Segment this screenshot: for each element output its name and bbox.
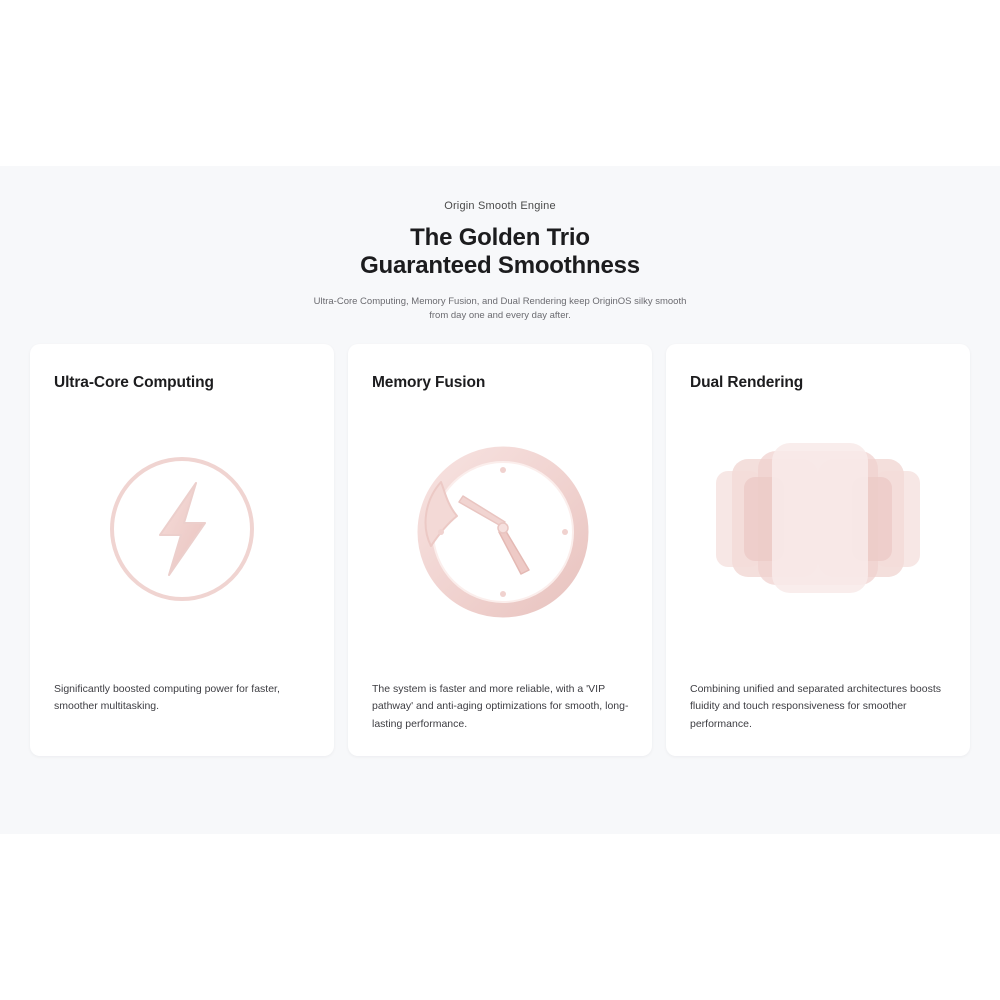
card-title: Dual Rendering [690, 374, 804, 391]
section-header [0, 200, 1000, 324]
feature-card-ultra-core-computing[interactable] [30, 344, 334, 756]
clock-dial-icon [385, 414, 615, 644]
card-artwork [30, 414, 334, 644]
card-artwork [348, 414, 652, 644]
page-subtitle [0, 295, 1000, 324]
card-title: Memory Fusion [372, 374, 486, 391]
page-title [0, 224, 1000, 281]
card-description: Significantly boosted computing power for faster, smoother multitasking. [54, 683, 280, 713]
stacked-layered-cards-icon [698, 429, 938, 629]
page-title-line-1: The Golden Trio [410, 224, 590, 251]
page-subtitle-line-1: Ultra-Core Computing, Memory Fusion, and Dual Rendering keep OriginOS silky smooth [313, 295, 687, 307]
card-artwork [666, 414, 970, 644]
page-subtitle-line-2: from day one and every day after. [429, 310, 571, 322]
card-description: Combining unified and separated architectures boosts fluidity and touch responsiveness for smoother performance. [690, 683, 941, 730]
card-description: The system is faster and more reliable, with a 'VIP pathway' and anti-aging optimizations for smooth, long-lasting performance. [372, 683, 629, 730]
lightning-bolt-radial-burst-icon [67, 414, 297, 644]
card-title: Ultra-Core Computing [54, 374, 214, 391]
page-title-line-2: Guaranteed Smoothness [360, 252, 640, 280]
eyebrow-label: Origin Smooth Engine [444, 200, 556, 212]
feature-card-list [30, 344, 970, 756]
feature-card-dual-rendering[interactable] [666, 344, 970, 756]
feature-card-memory-fusion[interactable] [348, 344, 652, 756]
